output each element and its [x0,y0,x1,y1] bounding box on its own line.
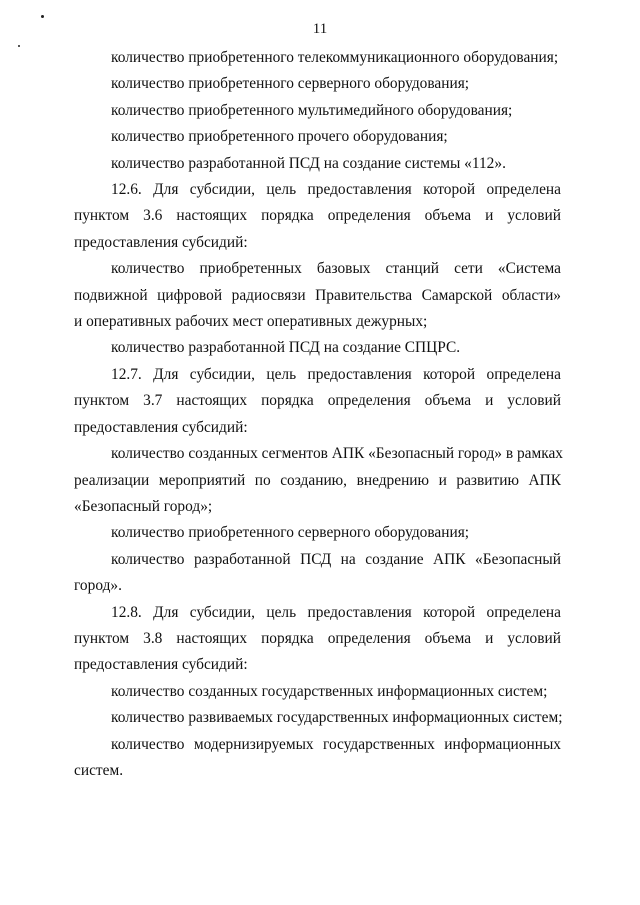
text-line: город». [74,577,122,595]
text-line: 12.8. Для субсидии, цель предоставления которой определена [111,603,561,621]
text-line: пунктом 3.8 настоящих порядка определения объема и условий [74,629,561,647]
text-line: предоставления субсидий: [74,233,248,251]
text-line: предоставления субсидий: [74,656,248,674]
text-line: предоставления субсидий: [74,418,248,436]
text-line: количество приобретенных базовых станций сети «Система [111,260,561,278]
text-line: количество созданных сегментов АПК «Безопасный город» в рамках [111,445,564,463]
page-number: 11 [312,21,328,37]
text-line: количество приобретенного телекоммуникационного оборудования; [111,49,559,66]
text-line: количество модернизируемых государственных информационных [111,735,561,753]
paragraph [74,520,561,546]
paragraph [74,600,561,679]
paragraph [74,732,561,785]
text-line: количество разработанной ПСД на создание АПК «Безопасный [111,550,561,568]
text-line: и оперативных рабочих мест оперативных дежурных; [74,313,428,331]
text-line: «Безопасный город»; [74,497,213,515]
text-line: количество разработанной ПСД на создание СПЦРС. [111,339,461,357]
paragraph [74,679,561,705]
document-body [74,45,564,784]
paragraph [74,98,561,124]
text-line: количество приобретенного серверного оборудования; [111,524,470,542]
text-line: реализации мероприятий по созданию, внедрению и развитию АПК [74,471,561,489]
text-line: пунктом 3.6 настоящих порядка определения объема и условий [74,207,561,225]
paragraph [74,151,561,177]
text-line: 12.6. Для субсидии, цель предоставления которой определена [111,181,561,199]
scan-speck [18,45,20,47]
text-line: систем. [74,761,124,779]
paragraph [74,71,561,97]
text-line: количество приобретенного серверного оборудования; [111,75,470,93]
text-line: 12.7. Для субсидии, цель предоставления которой определена [111,365,561,383]
paragraph [74,124,561,150]
text-line: пунктом 3.7 настоящих порядка определения объема и условий [74,392,561,410]
paragraph [74,45,561,71]
paragraph [74,177,561,256]
paragraph [74,256,561,335]
paragraph [74,547,561,600]
text-line: подвижной цифровой радиосвязи Правительства Самарской области» [74,286,561,304]
text-line: количество приобретенного прочего оборудования; [111,128,448,146]
paragraph [74,335,561,361]
text-line: количество приобретенного мультимедийного оборудования; [111,101,513,119]
paragraph [74,362,561,441]
text-line: количество разработанной ПСД на создание системы «112». [111,154,506,172]
text-line: количество созданных государственных информационных систем; [111,682,548,700]
paragraph [74,705,561,731]
text-line: количество развиваемых государственных информационных систем; [111,709,563,727]
scan-speck [41,15,44,18]
paragraph [74,441,564,520]
